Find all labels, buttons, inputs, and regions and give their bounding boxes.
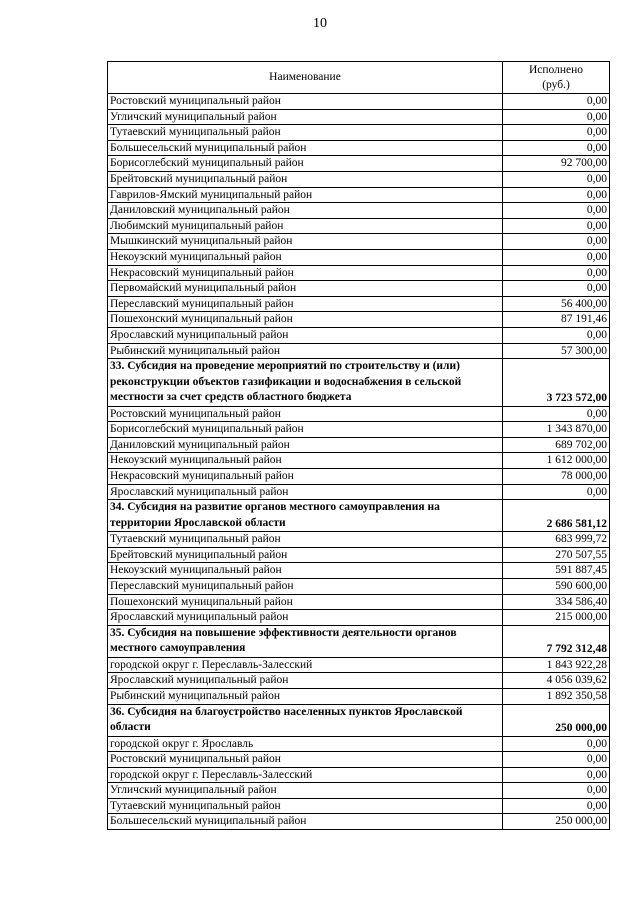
executed-amount: 0,00: [503, 234, 610, 250]
district-name: Ярославский муниципальный район: [108, 327, 503, 343]
table-row: [108, 468, 610, 484]
executed-amount: 0,00: [503, 752, 610, 768]
district-name: Некрасовский муниципальный район: [108, 468, 503, 484]
section-title: 34. Субсидия на развитие органов местного самоуправления на территории Ярославской области: [108, 500, 503, 532]
section-title: 36. Субсидия на благоустройство населенных пунктов Ярославской области: [108, 704, 503, 736]
table-row: [108, 657, 610, 673]
district-name: Ярославский муниципальный район: [108, 673, 503, 689]
table-row: [108, 125, 610, 141]
table-row: [108, 563, 610, 579]
executed-amount: 0,00: [503, 171, 610, 187]
table-row: [108, 484, 610, 500]
table-row: [108, 343, 610, 359]
executed-amount: 87 191,46: [503, 312, 610, 328]
column-header-value-line1: Исполнено: [528, 63, 584, 76]
executed-amount: 591 887,45: [503, 563, 610, 579]
district-name: Тутаевский муниципальный район: [108, 798, 503, 814]
executed-amount: 334 586,40: [503, 594, 610, 610]
executed-amount: 0,00: [503, 798, 610, 814]
executed-amount: 0,00: [503, 140, 610, 156]
table-row: [108, 296, 610, 312]
table-row: [108, 783, 610, 799]
district-name: Ярославский муниципальный район: [108, 610, 503, 626]
district-name: Ярославский муниципальный район: [108, 484, 503, 500]
district-name: Некрасовский муниципальный район: [108, 265, 503, 281]
table-row: [108, 171, 610, 187]
executed-amount: 0,00: [503, 484, 610, 500]
table-row: [108, 234, 610, 250]
table-header-row: [108, 62, 610, 94]
district-name: Ростовский муниципальный район: [108, 94, 503, 110]
executed-amount: 250 000,00: [503, 814, 610, 830]
district-name: городской округ г. Ярославль: [108, 736, 503, 752]
table-row: [108, 203, 610, 219]
executed-amount: 0,00: [503, 281, 610, 297]
district-name: Мышкинский муниципальный район: [108, 234, 503, 250]
executed-amount: 0,00: [503, 187, 610, 203]
table-row: [108, 736, 610, 752]
table-body: [108, 94, 610, 830]
section-title: 35. Субсидия на повышение эффективности деятельности органов местного самоуправления: [108, 625, 503, 657]
district-name: городской округ г. Переславль-Залесский: [108, 767, 503, 783]
executed-amount: 590 600,00: [503, 578, 610, 594]
section-row: [108, 500, 610, 532]
executed-amount: 56 400,00: [503, 296, 610, 312]
executed-amount: 689 702,00: [503, 437, 610, 453]
district-name: Брейтовский муниципальный район: [108, 171, 503, 187]
section-row: [108, 625, 610, 657]
table-row: [108, 265, 610, 281]
executed-amount: 0,00: [503, 109, 610, 125]
executed-amount: 0,00: [503, 736, 610, 752]
district-name: Переславский муниципальный район: [108, 578, 503, 594]
district-name: Тутаевский муниципальный район: [108, 532, 503, 548]
table-row: [108, 249, 610, 265]
district-name: Некоузский муниципальный район: [108, 563, 503, 579]
table-row: [108, 327, 610, 343]
table-row: [108, 578, 610, 594]
executed-amount: 1 343 870,00: [503, 422, 610, 438]
table-row: [108, 673, 610, 689]
district-name: Некоузский муниципальный район: [108, 453, 503, 469]
section-total: 250 000,00: [503, 704, 610, 736]
district-name: Ростовский муниципальный район: [108, 752, 503, 768]
table-row: [108, 688, 610, 704]
executed-amount: 0,00: [503, 249, 610, 265]
district-name: Пошехонский муниципальный район: [108, 312, 503, 328]
district-name: Ростовский муниципальный район: [108, 406, 503, 422]
executed-amount: 0,00: [503, 406, 610, 422]
executed-amount: 215 000,00: [503, 610, 610, 626]
table-row: [108, 281, 610, 297]
district-name: Даниловский муниципальный район: [108, 437, 503, 453]
district-name: Угличский муниципальный район: [108, 783, 503, 799]
table-row: [108, 187, 610, 203]
budget-table: [107, 61, 610, 830]
district-name: Рыбинский муниципальный район: [108, 343, 503, 359]
section-row: [108, 359, 610, 407]
district-name: Любимский муниципальный район: [108, 218, 503, 234]
executed-amount: 0,00: [503, 218, 610, 234]
executed-amount: 78 000,00: [503, 468, 610, 484]
executed-amount: 4 056 039,62: [503, 673, 610, 689]
executed-amount: 0,00: [503, 767, 610, 783]
district-name: Брейтовский муниципальный район: [108, 547, 503, 563]
table-row: [108, 532, 610, 548]
table-row: [108, 814, 610, 830]
district-name: Пошехонский муниципальный район: [108, 594, 503, 610]
district-name: Некоузский муниципальный район: [108, 249, 503, 265]
district-name: Борисоглебский муниципальный район: [108, 156, 503, 172]
table-row: [108, 547, 610, 563]
section-total: 3 723 572,00: [503, 359, 610, 407]
table-row: [108, 156, 610, 172]
executed-amount: 683 999,72: [503, 532, 610, 548]
district-name: городской округ г. Переславль-Залесский: [108, 657, 503, 673]
district-name: Большесельский муниципальный район: [108, 140, 503, 156]
district-name: Гаврилов-Ямский муниципальный район: [108, 187, 503, 203]
executed-amount: 1 892 350,58: [503, 688, 610, 704]
district-name: Большесельский муниципальный район: [108, 814, 503, 830]
page-number: 10: [313, 16, 327, 31]
executed-amount: 0,00: [503, 94, 610, 110]
district-name: Первомайский муниципальный район: [108, 281, 503, 297]
table-row: [108, 218, 610, 234]
section-title: 33. Субсидия на проведение мероприятий по строительству и (или) реконструкции объектов газификации и водоснабжения в сельской местности за счет средств областного бюджета: [108, 359, 503, 407]
executed-amount: 1 612 000,00: [503, 453, 610, 469]
column-header-name: Наименование: [108, 62, 503, 94]
section-row: [108, 704, 610, 736]
executed-amount: 1 843 922,28: [503, 657, 610, 673]
district-name: Переславский муниципальный район: [108, 296, 503, 312]
table-row: [108, 610, 610, 626]
section-total: 2 686 581,12: [503, 500, 610, 532]
table-row: [108, 752, 610, 768]
table-row: [108, 109, 610, 125]
executed-amount: 57 300,00: [503, 343, 610, 359]
executed-amount: 0,00: [503, 125, 610, 141]
table-row: [108, 798, 610, 814]
executed-amount: 270 507,55: [503, 547, 610, 563]
table-row: [108, 312, 610, 328]
table-row: [108, 140, 610, 156]
section-total: 7 792 312,48: [503, 625, 610, 657]
table-row: [108, 406, 610, 422]
executed-amount: 0,00: [503, 265, 610, 281]
table-row: [108, 453, 610, 469]
table-row: [108, 437, 610, 453]
table-row: [108, 594, 610, 610]
executed-amount: 92 700,00: [503, 156, 610, 172]
district-name: Борисоглебский муниципальный район: [108, 422, 503, 438]
executed-amount: 0,00: [503, 203, 610, 219]
district-name: Угличский муниципальный район: [108, 109, 503, 125]
district-name: Даниловский муниципальный район: [108, 203, 503, 219]
executed-amount: 0,00: [503, 783, 610, 799]
table-row: [108, 422, 610, 438]
table-row: [108, 767, 610, 783]
district-name: Тутаевский муниципальный район: [108, 125, 503, 141]
district-name: Рыбинский муниципальный район: [108, 688, 503, 704]
executed-amount: 0,00: [503, 327, 610, 343]
table-row: [108, 94, 610, 110]
column-header-value-line2: (руб.): [542, 78, 570, 91]
column-header-value: [503, 62, 610, 94]
